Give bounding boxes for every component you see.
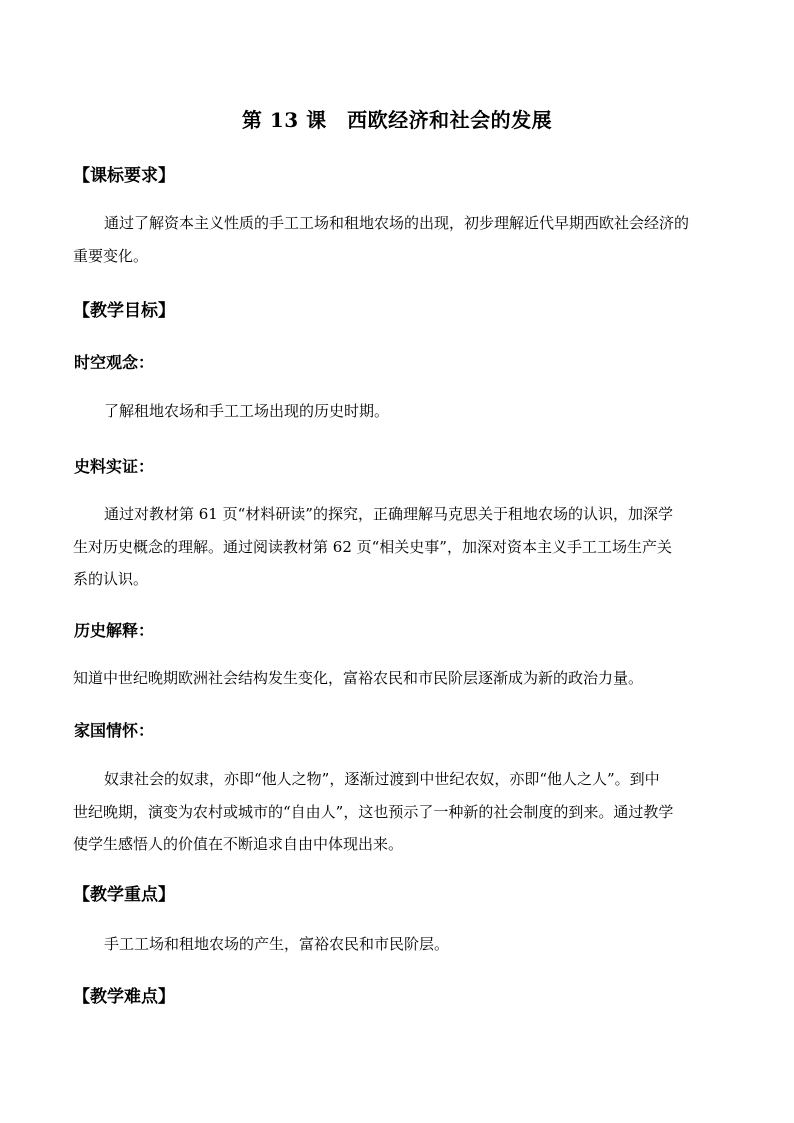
objectives-heading: 【教学目标】 — [73, 301, 175, 321]
curriculum-heading: 【课标要求】 — [73, 166, 175, 186]
interpretation-heading: 历史解释： — [74, 621, 155, 640]
curriculum-line-1: 通过了解资本主义性质的手工工场和租地农场的出现，初步理解近代早期西欧社会经济的 — [104, 214, 690, 232]
evidence-line-2: 生对历史概念的理解。通过阅读教材第 62 页“相关史事”，加深对资本主义手工工场生产关 — [73, 538, 672, 556]
patriotism-line-2: 世纪晚期，演变为农村或城市的“自由人”，这也预示了一种新的社会制度的到来。通过教学 — [73, 803, 674, 821]
key-points-heading: 【教学重点】 — [73, 885, 175, 905]
evidence-line-3: 系的认识。 — [73, 570, 149, 588]
difficulties-heading: 【教学难点】 — [73, 987, 175, 1007]
evidence-heading: 史料实证： — [74, 457, 155, 476]
spacetime-line-1: 了解租地农场和手工工场出现的历史时期。 — [104, 402, 390, 420]
interpretation-line-1: 知道中世纪晚期欧洲社会结构发生变化，富裕农民和市民阶层逐渐成为新的政治力量。 — [73, 669, 644, 687]
key-points-line-1: 手工工场和租地农场的产生，富裕农民和市民阶层。 — [104, 935, 450, 953]
spacetime-heading: 时空观念： — [74, 353, 155, 372]
patriotism-line-3: 使学生感悟人的价值在不断追求自由中体现出来。 — [73, 835, 404, 853]
page-title: 第 13 课 西欧经济和社会的发展 — [241, 108, 553, 132]
patriotism-heading: 家国情怀： — [74, 721, 155, 740]
patriotism-line-1: 奴隶社会的奴隶，亦即“他人之物”，逐渐过渡到中世纪农奴，亦即“他人之人”。到中 — [104, 770, 660, 788]
evidence-line-1: 通过对教材第 61 页“材料研读”的探究，正确理解马克思关于租地农场的认识，加深学 — [104, 505, 673, 523]
curriculum-line-2: 重要变化。 — [73, 247, 149, 265]
